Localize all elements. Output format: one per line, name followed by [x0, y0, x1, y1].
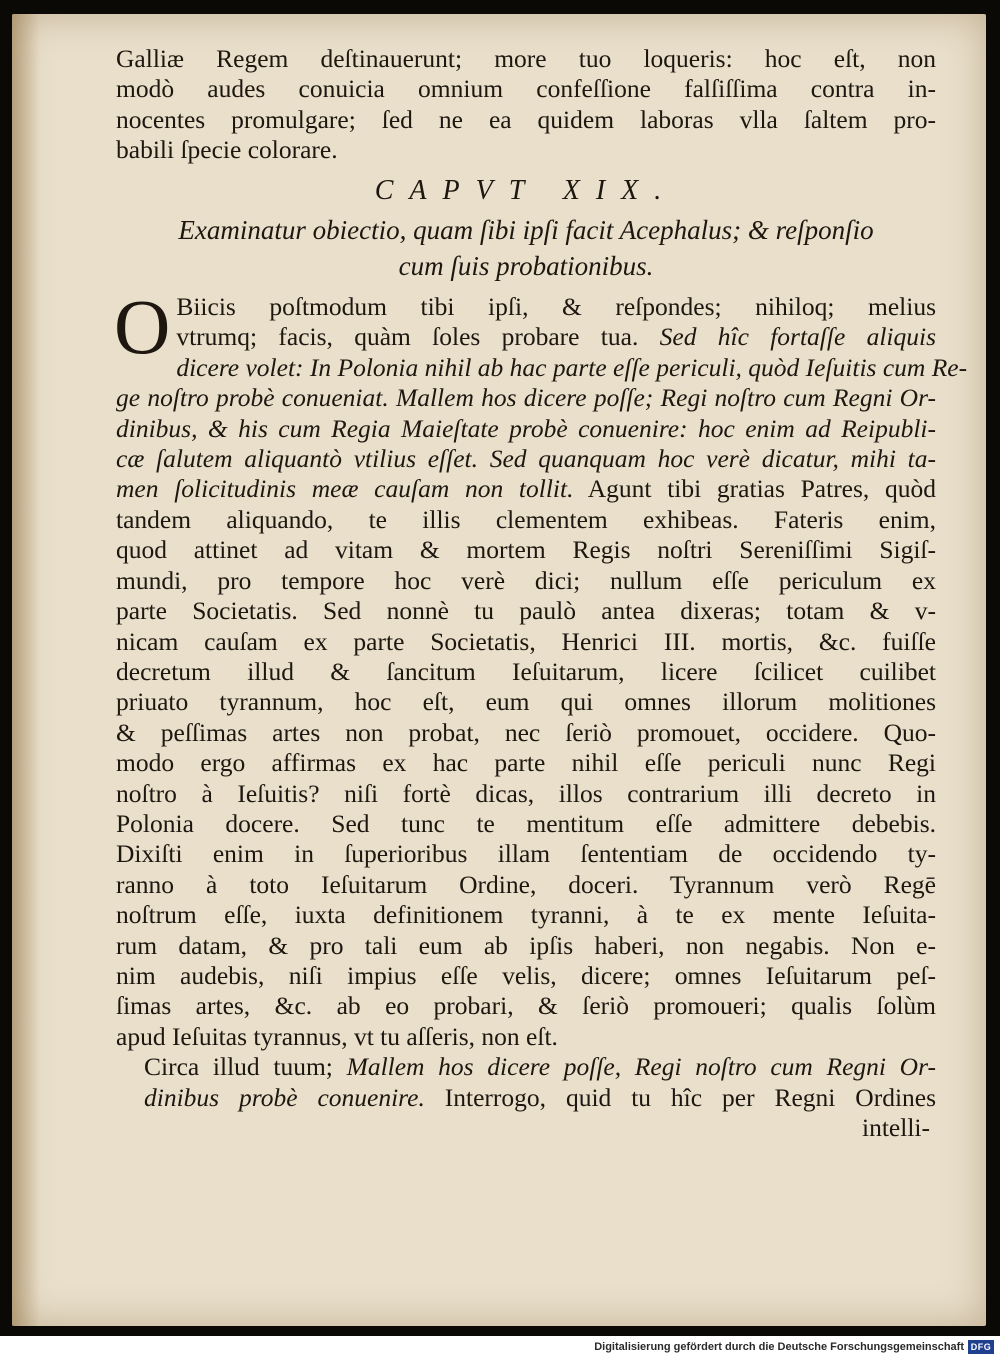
text-line	[116, 931, 936, 961]
text-line	[116, 779, 936, 809]
text-line	[116, 596, 936, 626]
text-line	[116, 535, 936, 565]
chapter-subtitle	[116, 212, 936, 284]
roman-run: Interrogo, quid tu hîc per Regni Ordines	[444, 1082, 937, 1112]
roman-run: apud Ieſuitas tyrannus, vt tu aſſeris, non eſt.	[116, 1021, 558, 1051]
text-line	[116, 839, 936, 869]
page-gutter-shadow	[12, 14, 40, 1326]
opening-paragraph	[116, 44, 936, 166]
text-line	[116, 900, 936, 930]
dfg-logo: DFG	[968, 1340, 994, 1354]
italic-run: dinibus, & his cum Regia Maieſtate probè conuenire: hoc enim ad Reipubli-	[116, 413, 936, 443]
italic-run: cæ ſalutem aliquantò vtilius eſſet. Sed quanquam hoc verè dicatur, mihi ta-	[116, 444, 936, 474]
text-line	[116, 474, 936, 504]
roman-run: priuato tyrannum, hoc eſt, eum qui omnes illorum molitiones	[116, 687, 936, 717]
roman-run: tandem aliquando, te illis clementem exhibeas. Fateris enim,	[116, 504, 936, 534]
text-line	[116, 687, 936, 717]
roman-run: Agunt tibi gratias Patres, quòd	[587, 474, 937, 504]
text-line	[116, 383, 936, 413]
text-line	[116, 1022, 936, 1052]
italic-run: ge noſtro probè conueniat. Mallem hos dicere poſſe; Regi noſtro cum Regni Or-	[116, 383, 936, 413]
roman-run: Circa illud tuum;	[144, 1052, 333, 1082]
roman-run: & peſſimas artes non probat, nec ſeriò promouet, occidere. Quo-	[116, 717, 936, 747]
roman-run: Polonia docere. Sed tunc te mentitum eſſe admittere debebis.	[116, 808, 936, 838]
roman-run: parte Societatis. Sed nonnè tu paulò antea dixeras; totam & v-	[116, 596, 936, 626]
text-line	[116, 718, 936, 748]
italic-run: Mallem hos dicere poſſe, Regi noſtro cum Regni Or-	[346, 1052, 937, 1082]
roman-run: decretum illud & ſancitum Ieſuitarum, licere ſcilicet cuilibet	[116, 656, 936, 686]
roman-run: Biicis poſtmodum tibi ipſi, & reſpondes; nihiloq; melius	[176, 292, 936, 322]
roman-run: quod attinet ad vitam & mortem Regis noſtri Sereniſſimi Sigiſ-	[116, 535, 936, 565]
text-line	[116, 961, 936, 991]
text-line: nocentes promulgare; ſed ne ea quidem laboras vlla ſaltem pro-	[116, 104, 936, 134]
second-paragraph	[116, 1052, 936, 1113]
italic-run: men ſolicitudinis meæ cauſam non tollit.	[116, 474, 574, 504]
text-line	[116, 566, 936, 596]
text-line	[116, 748, 936, 778]
catchword: intelli-	[862, 1113, 930, 1142]
main-paragraph	[114, 283, 968, 1052]
roman-run: nicam cauſam ex parte Societatis, Henrici III. mortis, &c. fuiſſe	[116, 626, 936, 656]
drop-cap: O	[114, 283, 171, 371]
text-line	[116, 1052, 936, 1082]
text-line: Galliæ Regem deſtinauerunt; more tuo loqueris: hoc eſt, non	[116, 44, 936, 73]
text-line	[116, 1083, 936, 1113]
text-line	[116, 352, 968, 383]
subtitle-line: cum ſuis probationibus.	[398, 251, 654, 282]
page-text-block	[114, 44, 968, 1143]
roman-run: modo ergo affirmas ex hac parte nihil eſſe periculi nunc Regi	[116, 748, 936, 778]
roman-run: noſtro à Ieſuitis? niſi fortè dicas, illos contrarium illi decreto in	[116, 778, 936, 808]
roman-run: noſtrum eſſe, iuxta definitionem tyranni, à te ex mente Ieſuita-	[116, 900, 936, 930]
roman-run: mundi, pro tempore hoc verè dici; nullum eſſe periculum ex	[116, 565, 936, 595]
text-line	[116, 657, 936, 687]
digitization-footer	[0, 1336, 1000, 1359]
text-line: babili ſpecie colorare.	[116, 135, 338, 165]
chapter-heading: CAPVT XIX.	[374, 174, 678, 206]
italic-run: dinibus probè conuenire.	[144, 1082, 425, 1112]
text-line	[116, 414, 936, 444]
text-line: modò audes conuicia omnium confeſſione falſiſſima contra in-	[116, 74, 936, 104]
roman-run: Dixiſti enim in ſuperioribus illam ſententiam de occidendo ty-	[116, 839, 936, 869]
italic-run: Sed hîc fortaſſe aliquis	[659, 322, 937, 352]
funding-credit: Digitalisierung gefördert durch die Deutsche Forschungsgemeinschaft	[594, 1341, 964, 1353]
text-line	[116, 991, 936, 1021]
text-line	[116, 505, 936, 535]
roman-run: vtrumq; facis, quàm ſoles probare tua.	[176, 322, 639, 352]
text-line	[116, 292, 936, 322]
text-line	[116, 322, 936, 352]
text-line	[116, 809, 936, 839]
text-line	[116, 870, 936, 900]
roman-run: ſimas artes, &c. ab eo probari, & ſeriò promoueri; qualis ſolùm	[116, 991, 936, 1021]
roman-run: rum datam, & pro tali eum ab ipſis haberi, non negabis. Non e-	[116, 930, 936, 960]
text-line	[116, 444, 936, 474]
italic-run: dicere volet: In Polonia nihil ab hac parte eſſe periculi, quòd Ieſuitis cum Re-	[176, 352, 968, 382]
roman-run: ranno à toto Ieſuitarum Ordine, doceri. Tyrannum verò Regē	[116, 869, 936, 899]
roman-run: nim audebis, niſi impius eſſe velis, dicere; omnes Ieſuitarum peſ-	[116, 960, 936, 990]
text-line	[116, 627, 936, 657]
subtitle-line: Examinatur obiectio, quam ſibi ipſi facit Acephalus; & reſponſio	[178, 215, 874, 246]
